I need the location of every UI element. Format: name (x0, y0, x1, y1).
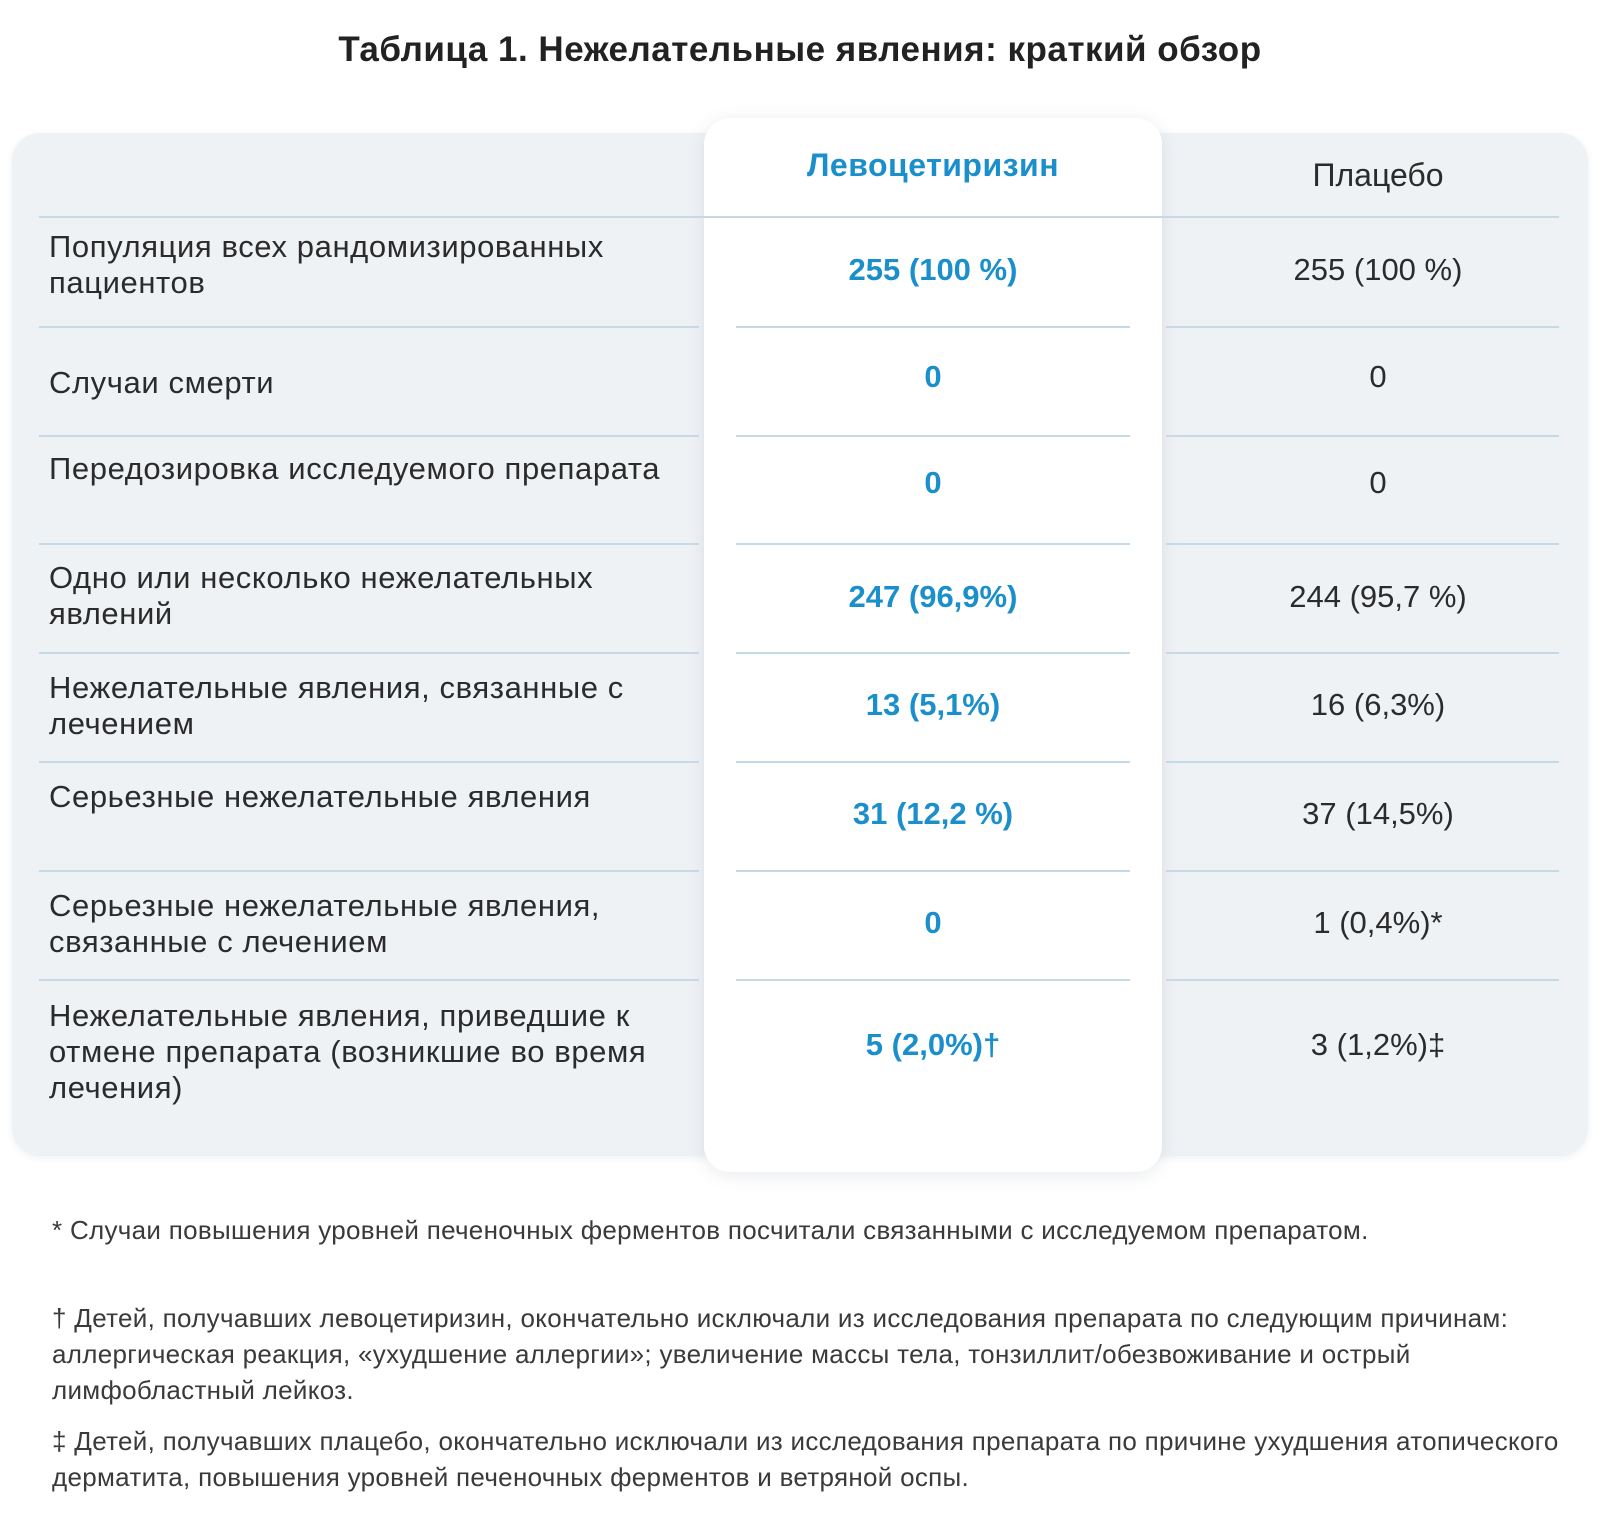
row-divider (736, 761, 1130, 763)
row-divider (39, 652, 699, 654)
header-divider (39, 216, 1559, 218)
row-value-drug: 31 (12,2 %) (852, 796, 1014, 831)
row-divider (39, 326, 699, 328)
row-divider (39, 435, 699, 437)
row-value-drug: 13 (5,1%) (865, 687, 1001, 722)
footnote-double-dagger: ‡ Детей, получавших плацебо, окончательно исключали из исследования препарата по причине ухудшения атопического дерматита, повышения уровней печеночных ферментов и ветряной оспы. (52, 1426, 1559, 1492)
row-value-placebo: 0 (1369, 359, 1387, 394)
row-divider (1166, 435, 1559, 437)
row-divider (1166, 979, 1559, 981)
row-value-drug: 0 (924, 359, 942, 394)
row-divider (736, 435, 1130, 437)
row-divider (736, 543, 1130, 545)
row-value-drug: 0 (924, 465, 942, 500)
row-divider (1166, 543, 1559, 545)
row-label: Серьезные нежелательные явления (49, 779, 591, 814)
column-header-placebo: Плацебо (1312, 157, 1444, 193)
row-value-drug: 255 (100 %) (848, 252, 1018, 287)
footnote-dagger: † Детей, получавших левоцетиризин, окончательно исключали из исследования препарата по следующим причинам: аллергическая реакция, «ухудшение аллергии»; увеличение массы тела, тонзиллит/обезвоживание и острый лимфобластный лейкоз. (52, 1303, 1509, 1405)
row-divider (39, 761, 699, 763)
footnote-asterisk: * Случаи повышения уровней печеночных ферментов посчитали связанными с исследуемом препаратом. (52, 1215, 1369, 1245)
row-divider (1166, 326, 1559, 328)
row-divider (39, 979, 699, 981)
row-value-placebo: 255 (100 %) (1293, 252, 1463, 287)
row-label: Одно или несколько нежелательных явлений (49, 560, 594, 631)
row-value-placebo: 37 (14,5%) (1302, 796, 1454, 831)
row-divider (39, 870, 699, 872)
row-value-placebo: 244 (95,7 %) (1289, 579, 1467, 614)
row-divider (736, 870, 1130, 872)
row-divider (1166, 870, 1559, 872)
row-value-drug: 247 (96,9%) (848, 579, 1018, 614)
row-divider (1166, 761, 1559, 763)
row-label: Нежелательные явления, приведшие к отмене препарата (возникшие во время лечения) (49, 998, 647, 1105)
row-label: Случаи смерти (49, 365, 275, 400)
column-header-drug: Левоцетиризин (806, 147, 1060, 183)
row-divider (736, 979, 1130, 981)
row-value-placebo: 0 (1369, 465, 1387, 500)
row-divider (1166, 652, 1559, 654)
row-label: Передозировка исследуемого препарата (49, 451, 661, 486)
row-value-placebo: 1 (0,4%)* (1313, 905, 1443, 940)
row-divider (736, 652, 1130, 654)
row-label: Нежелательные явления, связанные с лечением (49, 670, 624, 741)
row-value-placebo: 3 (1,2%)‡ (1310, 1027, 1446, 1062)
table-title: Таблица 1. Нежелательные явления: краткий обзор (338, 30, 1262, 69)
row-value-drug: 0 (924, 905, 942, 940)
row-value-drug: 5 (2,0%)† (865, 1027, 1001, 1062)
row-divider (39, 543, 699, 545)
row-label: Серьезные нежелательные явления, связанные с лечением (49, 888, 601, 959)
row-label: Популяция всех рандомизированных пациентов (49, 229, 604, 300)
row-value-placebo: 16 (6,3%) (1310, 687, 1446, 722)
row-divider (736, 326, 1130, 328)
